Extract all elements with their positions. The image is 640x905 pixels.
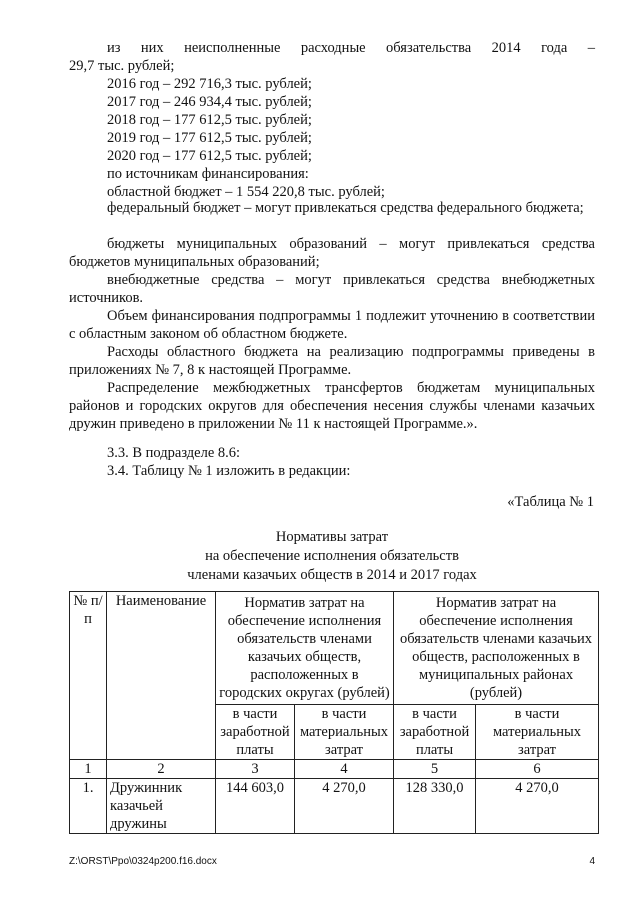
header-district-norm: Норматив затрат на обеспечение исполнения обязательств членами казачьих обществ, расположенных в муниципальных районах (рублей) [394,592,599,705]
obligations-cont: 29,7 тыс. рублей; [69,58,175,74]
table-header-row [70,592,599,705]
row-urban-salary: 144 603,0 [216,779,295,834]
volume-paragraph: Объем финансирования подпрограммы 1 подлежит уточнению в соответствии с областным законом об областном бюджете. [69,308,595,342]
table-title-line-3: членами казачьих обществ в 2014 и 2017 годах [187,567,477,583]
subheader-material: в части материальных затрат [476,705,599,760]
column-number: 6 [476,760,599,779]
row-district-material: 4 270,0 [476,779,599,834]
word: обязательства [386,40,472,56]
table-row [70,779,599,834]
regional-budget: областной бюджет – 1 554 220,8 тыс. рублей; [107,184,385,200]
row-name: Дружинник казачьей дружины [107,779,216,834]
year-2017: 2017 год – 246 934,4 тыс. рублей; [107,94,312,110]
column-number: 4 [295,760,394,779]
distribution-paragraph: Распределение межбюджетных трансфертов бюджетам муниципальных районов и городских округов для обеспечения несения службы членами казачьих дружин приведено в приложении № 11 к настоящей Программе.». [69,380,595,432]
row-urban-material: 4 270,0 [295,779,394,834]
sources-heading: по источникам финансирования: [107,166,309,182]
word: года [541,40,568,56]
word: них [140,40,164,56]
footer-file-path: Z:\ORST\Ppo\0324p200.f16.docx [69,856,217,867]
federal-budget-paragraph: федеральный бюджет – могут привлекаться средства федерального бюджета; [107,200,584,216]
item-3-4: 3.4. Таблицу № 1 изложить в редакции: [107,463,351,479]
column-number-row [70,760,599,779]
year-2019: 2019 год – 177 612,5 тыс. рублей; [107,130,312,146]
subheader-material: в части материальных затрат [295,705,394,760]
word: из [107,40,121,56]
subheader-salary: в части заработной платы [394,705,476,760]
subheader-salary: в части заработной платы [216,705,295,760]
word: неисполненные [184,40,281,56]
municipal-budget-paragraph: бюджеты муниципальных образований – могут привлекаться средства бюджетов муниципальных образований; [69,236,595,270]
table-title-line-2: на обеспечение исполнения обязательств [205,548,459,564]
footer-page-number: 4 [589,856,595,867]
column-number: 5 [394,760,476,779]
column-number: 2 [107,760,216,779]
header-urban-norm: Норматив затрат на обеспечение исполнения обязательств членами казачьих обществ, расположенных в городских округах (рублей) [216,592,394,705]
row-number: 1. [70,779,107,834]
expenses-paragraph: Расходы областного бюджета на реализацию подпрограммы приведены в приложениях № 7, 8 к настоящей Программе. [69,344,595,378]
year-2018: 2018 год – 177 612,5 тыс. рублей; [107,112,312,128]
column-number: 1 [70,760,107,779]
obligations-line [107,39,595,57]
norms-table [69,591,599,834]
table-label: «Таблица № 1 [507,494,594,510]
word: 2014 [491,40,521,56]
word: – [587,40,595,56]
header-name: Наименование [107,592,216,760]
column-number: 3 [216,760,295,779]
item-3-3: 3.3. В подразделе 8.6: [107,445,241,461]
row-district-salary: 128 330,0 [394,779,476,834]
year-2020: 2020 год – 177 612,5 тыс. рублей; [107,148,312,164]
table-title-line-1: Нормативы затрат [275,529,389,545]
extrabudget-paragraph: внебюджетные средства – могут привлекаться средства внебюджетных источников. [69,272,595,306]
word: расходные [300,40,366,56]
header-number: № п/п [70,592,107,760]
year-2016: 2016 год – 292 716,3 тыс. рублей; [107,76,312,92]
